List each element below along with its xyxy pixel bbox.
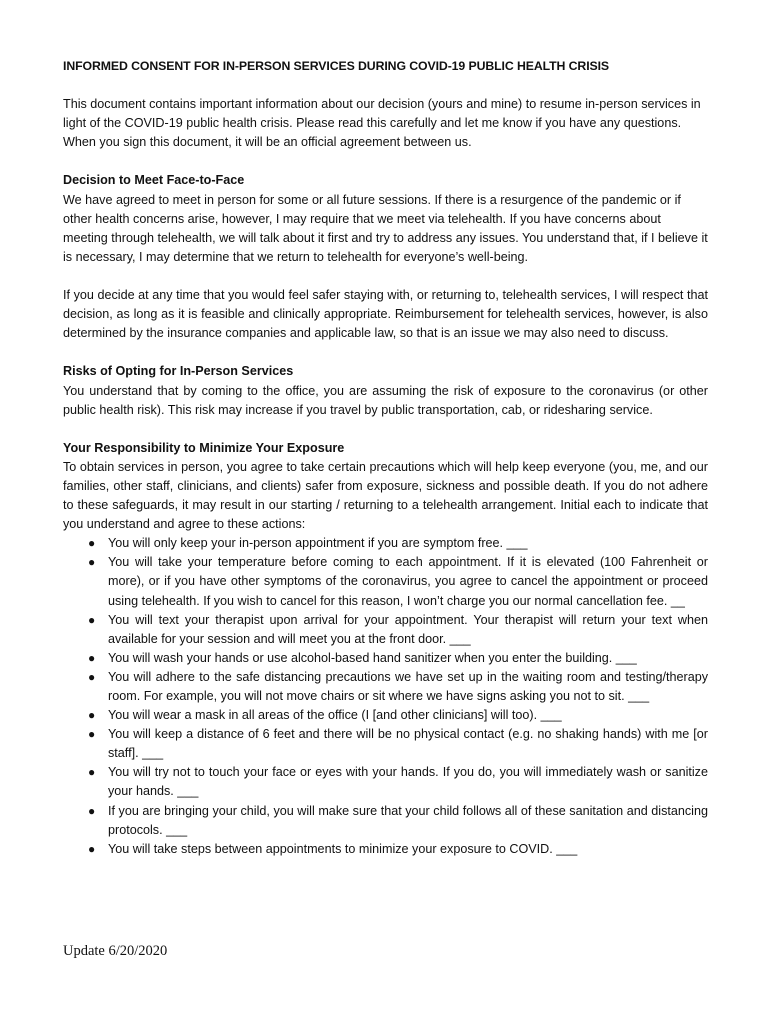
bullet-icon: ● — [88, 841, 96, 856]
list-item — [63, 649, 708, 668]
list-item-text: You will adhere to the safe distancing precautions we have set up in the waiting room and testing/therapy room. For example, you will not move chairs or sit where we have signs asking you not to sit. ___ — [108, 669, 708, 703]
list-item-text: You will wash your hands or use alcohol-based hand sanitizer when you enter the building. ___ — [108, 650, 637, 665]
bullet-icon: ● — [88, 708, 96, 723]
section-heading-responsibility: Your Responsibility to Minimize Your Exposure — [63, 440, 345, 455]
list-item-text: You will text your therapist upon arrival for your appointment. Your therapist will return your text when available for your session and will meet you at the front door. ___ — [108, 612, 708, 646]
list-item-text: You will take steps between appointments to minimize your exposure to COVID. ___ — [108, 841, 578, 856]
bullet-icon: ● — [88, 555, 96, 570]
bullet-icon: ● — [88, 669, 96, 684]
bullet-icon: ● — [88, 765, 96, 780]
section-responsibility — [63, 439, 708, 859]
list-item — [63, 725, 708, 763]
list-item — [63, 534, 708, 553]
list-item — [63, 668, 708, 706]
list-item-text: You will keep a distance of 6 feet and there will be no physical contact (e.g. no shaking hands) with me [or staff]. ___ — [108, 727, 708, 761]
section-heading-risks: Risks of Opting for In-Person Services — [63, 364, 294, 379]
bullet-icon: ● — [88, 650, 96, 665]
section-decision — [63, 171, 708, 343]
document-title: INFORMED CONSENT FOR IN-PERSON SERVICES DURING COVID-19 PUBLIC HEALTH CRISIS — [63, 59, 610, 73]
list-item — [63, 840, 708, 859]
document-page — [63, 57, 708, 859]
responsibility-paragraph: To obtain services in person, you agree to take certain precautions which will help keep everyone (you, me, and our families, other staff, clinicians, and clients) safer from exposure, sickness and possible death. If you do not adhere to these safeguards, it may result in our starting / returning to a telehealth arrangement. Initial each to indicate that you understand and agree to these actions: — [63, 459, 708, 532]
footer-update-date: Update 6/20/2020 — [63, 943, 168, 959]
list-item-text: You will take your temperature before coming to each appointment. If it is elevated (100 Fahrenheit or more), or if you have other symptoms of the coronavirus, you agree to cancel the appointment or proceed using telehealth. If you wish to cancel for this reason, I won’t charge you our normal cancellation fee. __ — [108, 555, 708, 608]
bullet-icon: ● — [88, 727, 96, 742]
section-heading-decision: Decision to Meet Face-to-Face — [63, 173, 245, 188]
list-item-text: You will only keep your in-person appointment if you are symptom free. ___ — [108, 536, 528, 551]
list-item — [63, 763, 708, 801]
section-risks — [63, 362, 708, 419]
decision-paragraph-2: If you decide at any time that you would feel safer staying with, or returning to, telehealth services, I will respect that decision, as long as it is feasible and clinically appropriate. Reimbursement for telehealth services, however, is also determined by the insurance companies and applicable law, so that is an issue we may also need to discuss. — [63, 288, 708, 341]
list-item-text: You will wear a mask in all areas of the office (I [and other clinicians] will too). ___ — [108, 708, 562, 723]
list-item — [63, 553, 708, 610]
list-item — [63, 802, 708, 840]
risks-paragraph: You understand that by coming to the office, you are assuming the risk of exposure to the coronavirus (or other public health risk). This risk may increase if you travel by public transportation, cab, or ridesharing service. — [63, 383, 708, 417]
list-item-text: You will try not to touch your face or eyes with your hands. If you do, you will immediately wash or sanitize your hands. ___ — [108, 765, 708, 799]
bullet-icon: ● — [88, 612, 96, 627]
decision-paragraph-1: We have agreed to meet in person for some or all future sessions. If there is a resurgence of the pandemic or if other health concerns arise, however, I may require that we meet via telehealth. If you have concerns about meeting through telehealth, we will talk about it first and try to address any issues. You understand that, if I believe it is necessary, I may determine that we return to telehealth for everyone’s well-being. — [63, 192, 708, 264]
list-item — [63, 706, 708, 725]
precautions-list — [63, 534, 708, 859]
list-item — [63, 611, 708, 649]
intro-paragraph: This document contains important information about our decision (yours and mine) to resume in-person services in light of the COVID-19 public health crisis. Please read this carefully and let me know if you have any questions. When you sign this document, it will be an official agreement between us. — [63, 97, 701, 150]
bullet-icon: ● — [88, 803, 96, 818]
list-item-text: If you are bringing your child, you will make sure that your child follows all of these sanitation and distancing protocols. ___ — [108, 803, 708, 837]
bullet-icon: ● — [88, 536, 96, 551]
